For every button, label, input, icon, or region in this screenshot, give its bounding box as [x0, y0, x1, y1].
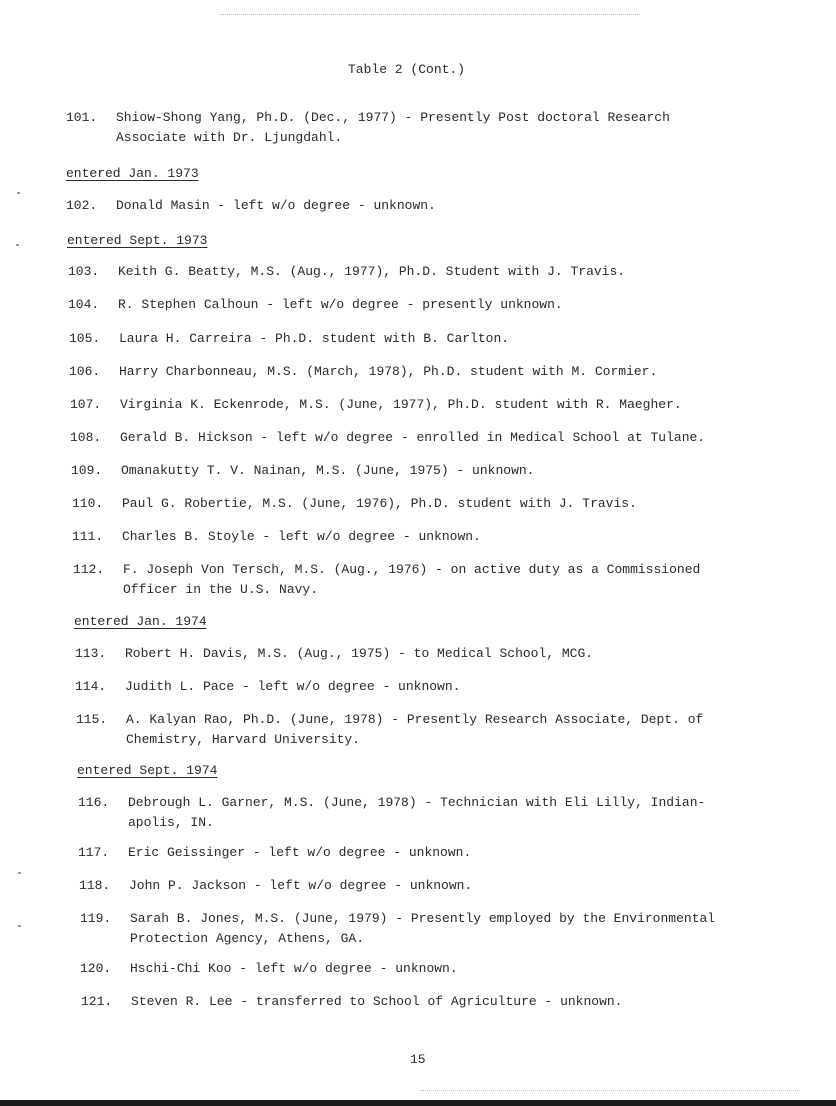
- entry-number: 113.: [75, 646, 107, 661]
- entry-text: Paul G. Robertie, M.S. (June, 1976), Ph.D. student with J. Travis.: [122, 496, 637, 511]
- entry-text: Eric Geissinger - left w/o degree - unknown.: [128, 845, 472, 860]
- entry-text: Omanakutty T. V. Nainan, M.S. (June, 1975) - unknown.: [121, 463, 535, 478]
- entry-text: Charles B. Stoyle - left w/o degree - unknown.: [122, 529, 481, 544]
- entry-text: Sarah B. Jones, M.S. (June, 1979) - Presently employed by the Environmental Protection Agency, Athens, GA.: [130, 911, 716, 946]
- entry-number: 115.: [76, 712, 108, 727]
- section-heading-jan-1974: entered Jan. 1974: [74, 614, 207, 629]
- entry-number: 112.: [73, 562, 105, 577]
- entry-number: 105.: [69, 331, 101, 346]
- entry-text: Steven R. Lee - transferred to School of Agriculture - unknown.: [131, 994, 623, 1009]
- entry-number: 110.: [72, 496, 104, 511]
- entry-number: 101.: [66, 110, 98, 125]
- entry-number: 107.: [70, 397, 102, 412]
- entry-number: 103.: [68, 264, 100, 279]
- section-heading-sept-1973: entered Sept. 1973: [67, 233, 208, 248]
- section-heading-jan-1973: entered Jan. 1973: [66, 166, 199, 181]
- entry-number: 121.: [81, 994, 113, 1009]
- entry-number: 108.: [70, 430, 102, 445]
- entry-number: 102.: [66, 198, 98, 213]
- entry-number: 104.: [68, 297, 100, 312]
- scan-speck: [18, 925, 21, 927]
- entry-number: 106.: [69, 364, 101, 379]
- entry-text: Debrough L. Garner, M.S. (June, 1978) - Technician with Eli Lilly, Indian- apolis, IN.: [128, 795, 706, 830]
- scan-speck: [17, 192, 20, 194]
- section-heading-sept-1974: entered Sept. 1974: [77, 763, 218, 778]
- entry-text: R. Stephen Calhoun - left w/o degree - presently unknown.: [118, 297, 563, 312]
- entry-text: John P. Jackson - left w/o degree - unknown.: [129, 878, 473, 893]
- scan-speck: [18, 872, 21, 874]
- scan-artifact-top: [220, 14, 640, 15]
- entry-text: Harry Charbonneau, M.S. (March, 1978), Ph.D. student with M. Cormier.: [119, 364, 658, 379]
- entry-number: 114.: [75, 679, 107, 694]
- entry-text: Gerald B. Hickson - left w/o degree - enrolled in Medical School at Tulane.: [120, 430, 706, 445]
- entry-text: F. Joseph Von Tersch, M.S. (Aug., 1976) - on active duty as a Commissioned Officer in the U.S. Navy.: [123, 562, 701, 597]
- entry-number: 118.: [79, 878, 111, 893]
- entry-text: A. Kalyan Rao, Ph.D. (June, 1978) - Presently Research Associate, Dept. of Chemistry, Harvard University.: [126, 712, 704, 747]
- table-title: Table 2 (Cont.): [348, 62, 466, 77]
- entry-text: Shiow-Shong Yang, Ph.D. (Dec., 1977) - Presently Post doctoral Research Associate with Dr. Ljungdahl.: [116, 110, 670, 145]
- entry-text: Keith G. Beatty, M.S. (Aug., 1977), Ph.D. Student with J. Travis.: [118, 264, 626, 279]
- scan-speck: [16, 244, 19, 246]
- page-number: 15: [410, 1052, 426, 1067]
- entry-number: 119.: [80, 911, 112, 926]
- entry-number: 117.: [78, 845, 110, 860]
- entry-text: Judith L. Pace - left w/o degree - unknown.: [125, 679, 461, 694]
- entry-text: Laura H. Carreira - Ph.D. student with B. Carlton.: [119, 331, 510, 346]
- entry-text: Robert H. Davis, M.S. (Aug., 1975) - to Medical School, MCG.: [125, 646, 594, 661]
- entry-number: 120.: [80, 961, 112, 976]
- entry-number: 109.: [71, 463, 103, 478]
- entry-number: 116.: [78, 795, 110, 810]
- scan-artifact-bottom: [420, 1090, 800, 1091]
- entry-text: Virginia K. Eckenrode, M.S. (June, 1977), Ph.D. student with R. Maegher.: [120, 397, 682, 412]
- entry-number: 111.: [72, 529, 104, 544]
- scan-edge-bar: [0, 1100, 836, 1106]
- entry-text: Donald Masin - left w/o degree - unknown.: [116, 198, 436, 213]
- entry-text: Hschi-Chi Koo - left w/o degree - unknown.: [130, 961, 458, 976]
